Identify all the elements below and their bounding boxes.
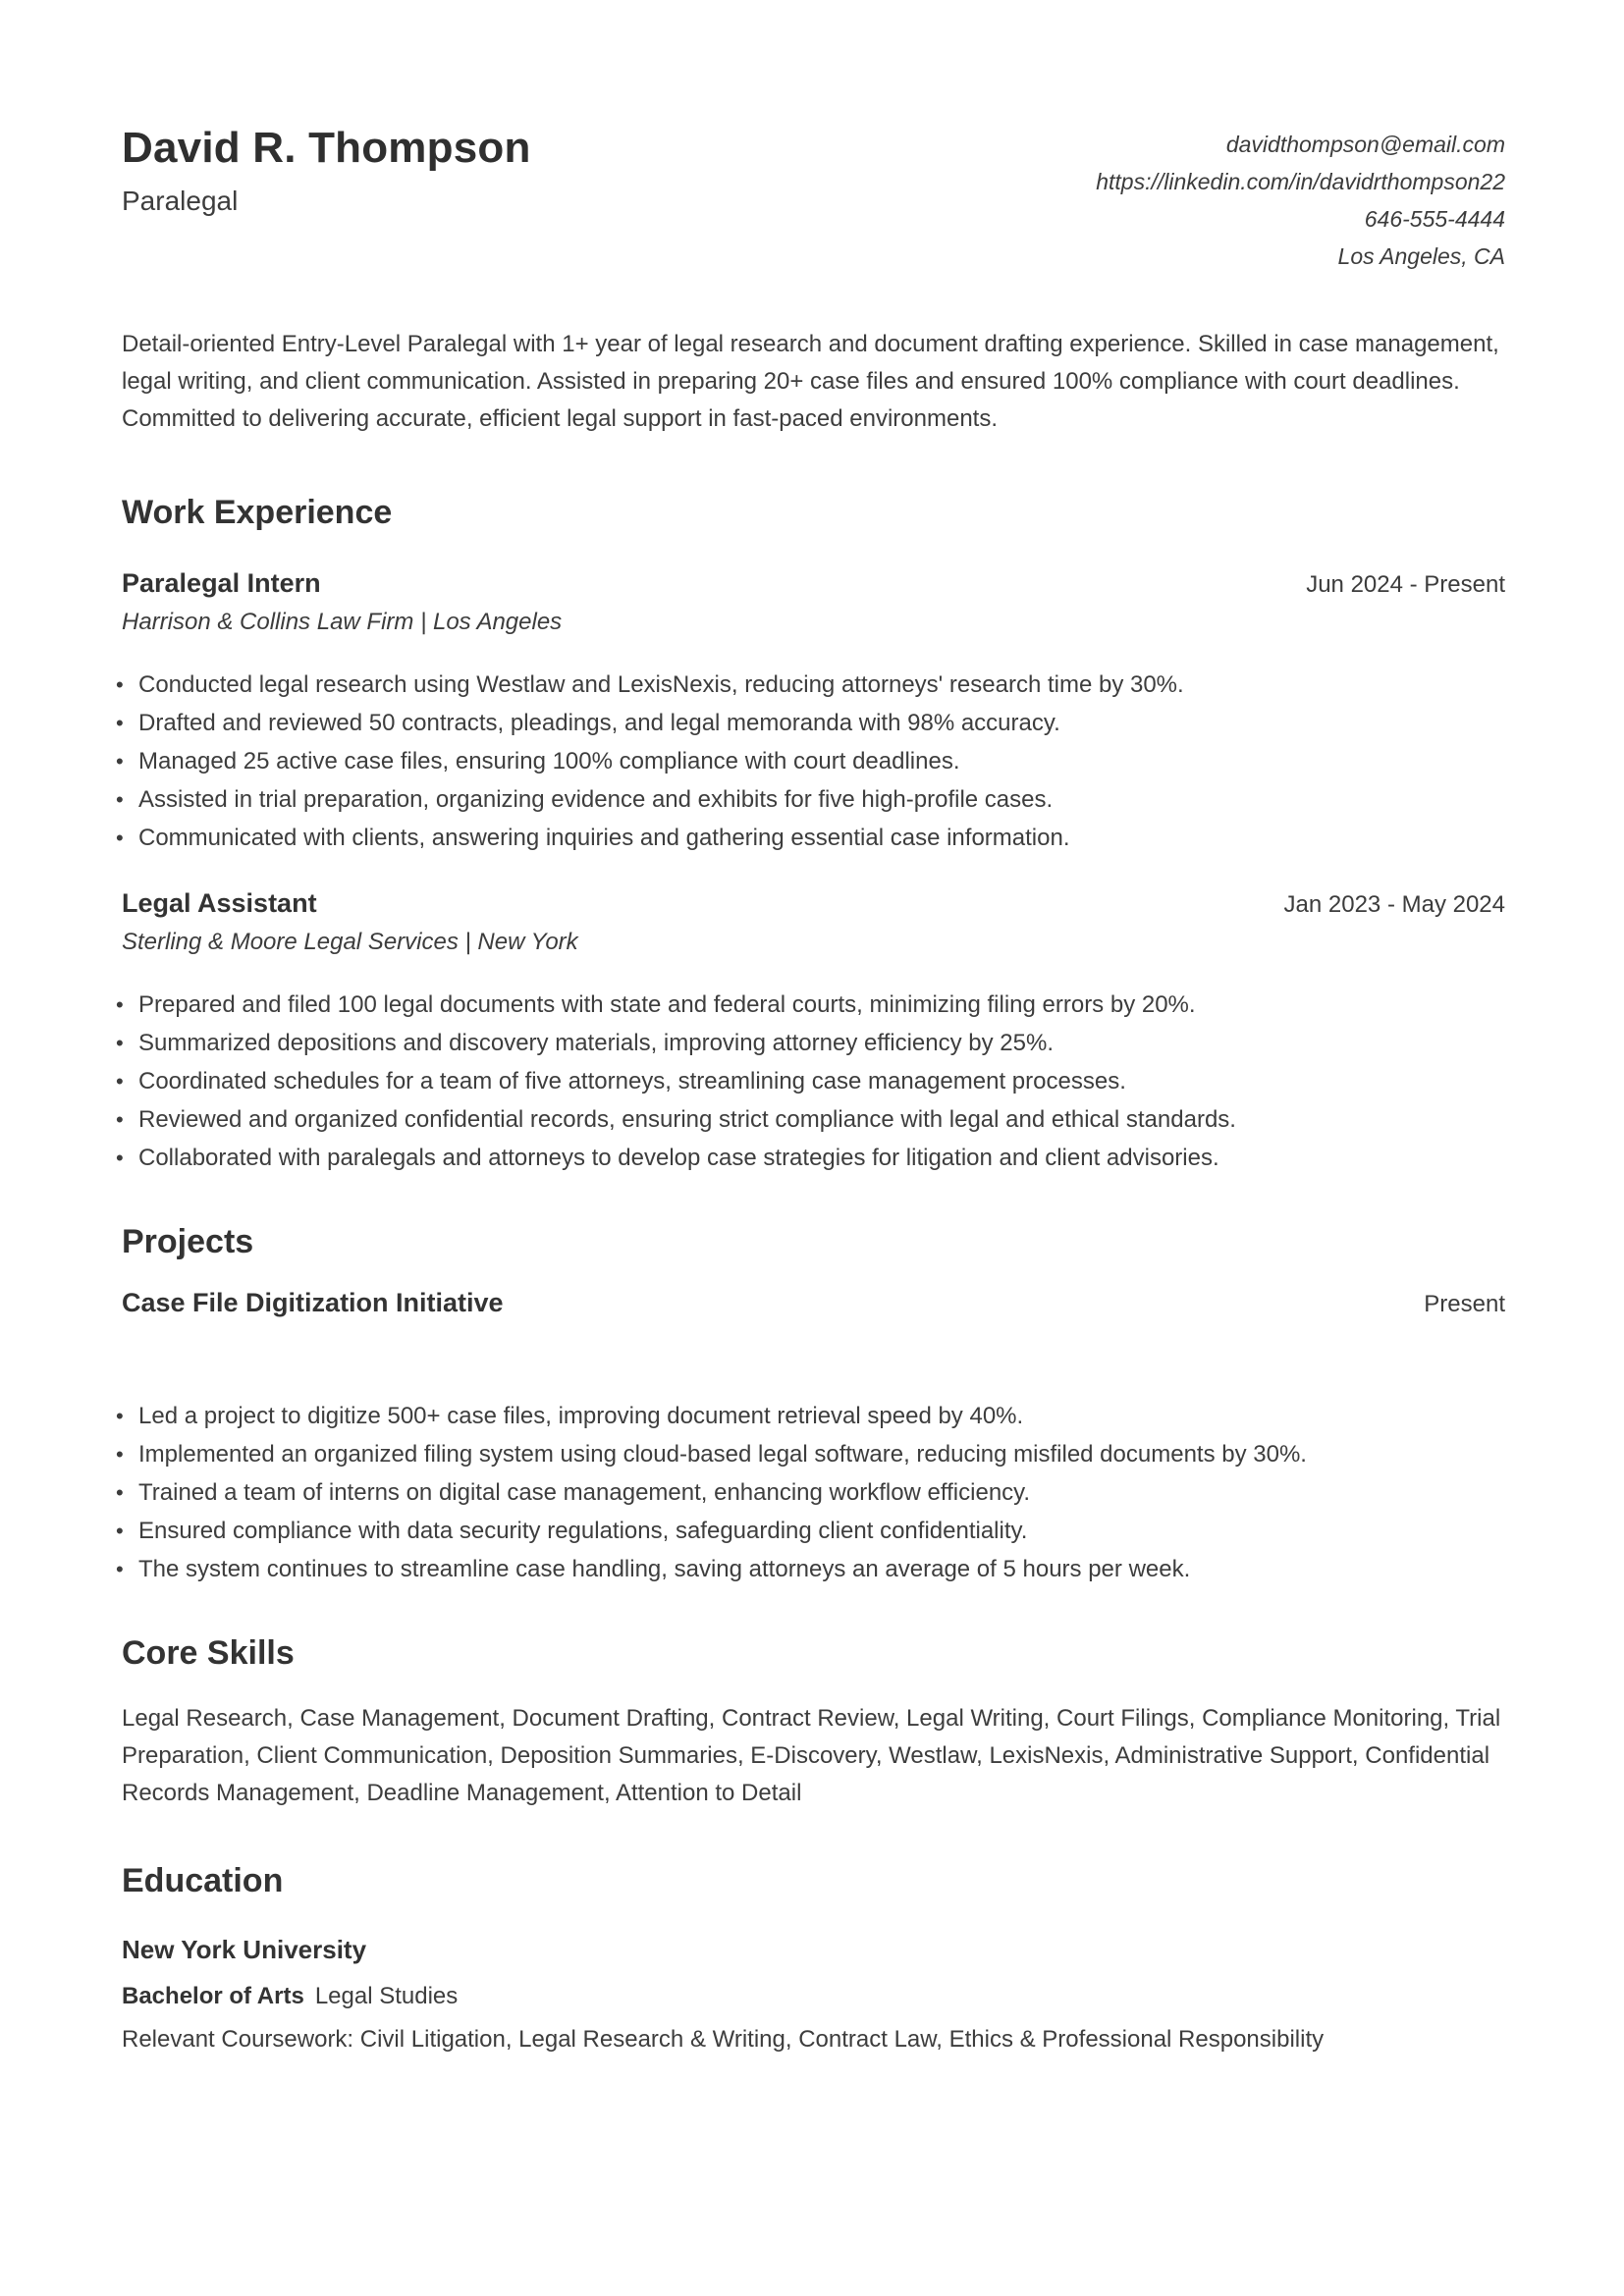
job-company: Harrison & Collins Law Firm | Los Angeles — [122, 608, 563, 635]
summary-paragraph: Detail-oriented Entry-Level Paralegal with 1+ year of legal research and document drafting experience. Skilled in case management, legal writing, and client communication. Assisted in preparing 20+ case files and ensured 100% compliance with court deadlines. Committed to delivering accurate, efficient legal support in fast-paced environments. — [122, 331, 1499, 432]
person-title: Paralegal — [122, 186, 239, 217]
project-title: Case File Digitization Initiative — [122, 1287, 504, 1317]
bullet-item: • Prepared and filed 100 legal documents with state and federal courts, minimizing filing errors by 20%. — [122, 986, 1505, 1024]
education-coursework: Relevant Coursework: Civil Litigation, Legal Research & Writing, Contract Law, Ethics & Professional Responsibility — [122, 2026, 1325, 2054]
education-school: New York University — [122, 1935, 367, 1965]
bullet-item: • Collaborated with paralegals and attorneys to develop case strategies for litigation and client advisories. — [122, 1139, 1505, 1177]
person-name: David R. Thompson — [122, 124, 531, 172]
bullet-item: • Drafted and reviewed 50 contracts, pleadings, and legal memoranda with 98% accuracy. — [122, 704, 1505, 742]
section-heading-projects: Projects — [122, 1222, 254, 1260]
section-heading-work-experience: Work Experience — [122, 494, 393, 531]
bullet-item: • Reviewed and organized confidential records, ensuring strict compliance with legal and ethical standards. — [122, 1100, 1505, 1139]
resume-header — [122, 124, 1505, 275]
bullet-item: • Ensured compliance with data security regulations, safeguarding client confidentiality. — [122, 1512, 1505, 1550]
job-entry — [122, 888, 1505, 1177]
header-identity — [122, 124, 531, 217]
job-title: Legal Assistant — [122, 887, 317, 918]
bullet-item: • Coordinated schedules for a team of five attorneys, streamlining case management processes. — [122, 1062, 1505, 1100]
bullet-item: • Assisted in trial preparation, organizing evidence and exhibits for five high-profile cases. — [122, 780, 1505, 819]
bullet-item: • Led a project to digitize 500+ case files, improving document retrieval speed by 40%. — [122, 1397, 1505, 1435]
contact-location: Los Angeles, CA — [1337, 243, 1505, 269]
job-header — [122, 568, 1505, 599]
job-dates: Jun 2024 - Present — [1306, 570, 1505, 598]
job-dates: Jan 2023 - May 2024 — [1283, 890, 1505, 918]
education-degree-line — [122, 1983, 1505, 2010]
bullet-item: • Trained a team of interns on digital case management, enhancing workflow efficiency. — [122, 1473, 1505, 1512]
contact-linkedin: https://linkedin.com/in/davidrthompson22 — [1096, 169, 1505, 194]
skills-paragraph: Legal Research, Case Management, Document Drafting, Contract Review, Legal Writing, Court Filings, Compliance Monitoring, Trial Preparation, Client Communication, Deposition Summaries, E-Discovery, Westlaw, LexisNexis, Administrative Support, Confidential Records Management, Deadline Management, Attention to Detail — [122, 1705, 1501, 1807]
job-bullet-list — [122, 986, 1505, 1177]
contact-phone: 646-555-4444 — [1364, 206, 1505, 232]
job-bullet-list — [122, 666, 1505, 857]
project-dates: Present — [1424, 1290, 1505, 1317]
project-header — [122, 1288, 1505, 1318]
bullet-item: • Managed 25 active case files, ensuring 100% compliance with court deadlines. — [122, 742, 1505, 780]
bullet-item: • Communicated with clients, answering inquiries and gathering essential case information. — [122, 819, 1505, 857]
contact-block — [1096, 126, 1505, 275]
education-degree: Bachelor of Arts — [122, 1983, 304, 2010]
project-bullet-list — [122, 1397, 1505, 1588]
job-header — [122, 888, 1505, 919]
bullet-item: • Conducted legal research using Westlaw and LexisNexis, reducing attorneys' research time by 30%. — [122, 666, 1505, 704]
bullet-item: • Implemented an organized filing system using cloud-based legal software, reducing misfiled documents by 30%. — [122, 1435, 1505, 1473]
contact-email: davidthompson@email.com — [1225, 132, 1505, 157]
section-heading-core-skills: Core Skills — [122, 1633, 295, 1672]
job-title: Paralegal Intern — [122, 567, 321, 598]
project-entry — [122, 1288, 1505, 1588]
job-entry — [122, 568, 1505, 857]
job-company: Sterling & Moore Legal Services | New York — [122, 928, 578, 955]
education-field: Legal Studies — [314, 1983, 459, 2010]
bullet-item: • Summarized depositions and discovery materials, improving attorney efficiency by 25%. — [122, 1024, 1505, 1062]
bullet-item: • The system continues to streamline case handling, saving attorneys an average of 5 hours per week. — [122, 1550, 1505, 1588]
section-heading-education: Education — [122, 1862, 284, 1900]
